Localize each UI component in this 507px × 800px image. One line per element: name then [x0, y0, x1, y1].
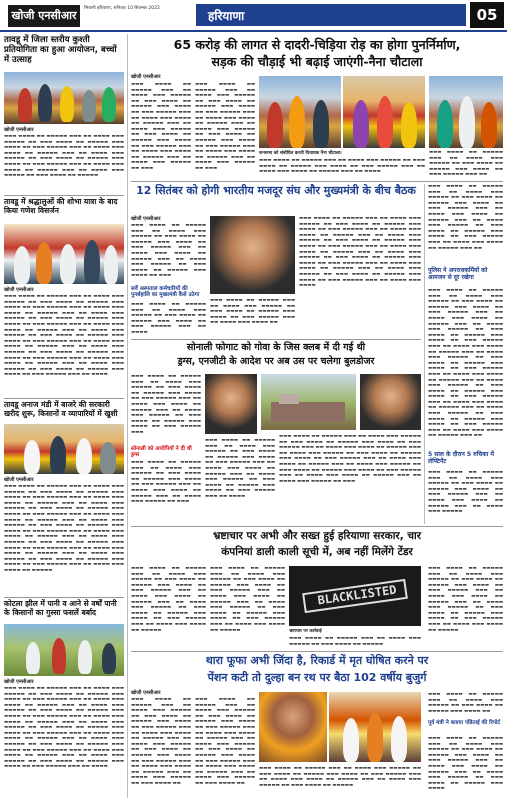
divider — [131, 651, 503, 652]
lead-body-col3: ▬▬▬ ▬▬▬▬ ▬▬ ▬▬▬▬▬ ▬▬▬ ▬▬ ▬▬▬▬ ▬▬▬ ▬▬▬▬▬ ▬▬ ▬▬▬ ▬▬▬▬ ▬▬ ▬▬▬▬▬ ▬▬▬ ▬▬▬▬ ▬▬ ▬▬▬ ▬▬▬▬▬ ▬▬▬ ▬▬ ▬▬▬▬ ▬▬▬ ▬▬▬▬ ▬▬ ▬▬▬▬▬ ▬▬▬ ▬▬ ▬▬▬▬ — [259, 158, 425, 175]
right-col-body-bottom: ▬▬▬ ▬▬▬▬ ▬▬ ▬▬▬▬▬ ▬▬▬ ▬▬ ▬▬▬▬ ▬▬▬ ▬▬▬▬▬ ▬▬ ▬▬▬ ▬▬▬▬ ▬▬ ▬▬▬▬▬ ▬▬▬ ▬▬▬▬ ▬▬ ▬▬▬ ▬▬▬▬▬ ▬▬▬ ▬▬ ▬▬▬▬ ▬▬▬ ▬▬▬▬ ▬▬ ▬▬▬▬▬ ▬▬▬ ▬▬ ▬▬▬▬ ▬▬▬ ▬▬▬▬▬ — [428, 470, 503, 515]
page-number: 05 — [470, 2, 504, 28]
bms-body-col3: ▬▬▬ ▬▬▬▬ ▬▬ ▬▬▬▬▬ ▬▬▬ ▬▬ ▬▬▬▬ ▬▬▬ ▬▬▬▬▬ ▬▬ ▬▬▬ ▬▬▬▬ ▬▬ ▬▬▬▬▬ ▬▬▬ ▬▬▬▬ ▬▬ ▬▬▬ ▬▬▬▬▬ ▬▬▬ ▬▬ ▬▬▬▬ ▬▬▬ ▬▬▬▬ ▬▬ ▬▬▬▬▬ ▬▬▬ ▬▬ ▬▬▬▬ ▬▬▬ ▬▬▬▬▬ ▬▬ ▬▬▬ ▬▬▬▬ ▬▬ ▬▬▬▬▬ ▬▬▬ ▬▬▬▬ ▬▬ ▬▬▬ ▬▬▬▬▬ ▬▬▬ ▬▬ ▬▬▬▬ ▬▬▬ ▬▬▬▬ ▬▬ ▬▬▬▬▬ ▬▬▬ ▬▬ ▬▬▬▬ ▬▬▬ ▬▬▬▬▬ ▬▬ ▬▬▬ ▬▬▬▬ ▬▬ ▬▬▬▬▬ ▬▬▬ ▬▬▬▬ ▬▬ ▬▬▬ ▬▬▬▬▬ ▬▬▬ ▬▬ ▬▬▬▬ ▬▬▬ ▬▬▬▬ ▬▬ ▬▬▬▬▬ ▬▬▬ ▬▬ ▬▬▬▬ ▬▬▬ ▬▬▬▬▬ ▬▬ ▬▬▬ ▬▬▬▬ ▬▬ ▬▬▬▬▬ ▬▬▬ ▬▬▬▬ ▬▬ ▬▬▬ ▬▬▬▬▬ ▬▬▬ ▬▬ ▬▬▬▬ ▬▬▬ ▬▬▬▬ — [299, 216, 421, 289]
blacklist-caption: भ्रष्टाचार पर कार्रवाई — [289, 629, 322, 634]
right-col-body-mid: ▬▬▬ ▬▬▬▬ ▬▬ ▬▬▬▬▬ ▬▬▬ ▬▬ ▬▬▬▬ ▬▬▬ ▬▬▬▬▬ ▬▬ ▬▬▬ ▬▬▬▬ ▬▬ ▬▬▬▬▬ ▬▬▬ ▬▬▬▬ ▬▬ ▬▬▬ ▬▬▬▬▬ ▬▬▬ ▬▬ ▬▬▬▬ ▬▬▬ ▬▬▬▬ ▬▬ ▬▬▬▬▬ ▬▬▬ ▬▬ ▬▬▬▬ ▬▬▬ ▬▬▬▬▬ ▬▬ ▬▬▬ ▬▬▬▬ ▬▬ ▬▬▬▬▬ ▬▬▬ ▬▬▬▬ ▬▬ ▬▬▬ ▬▬▬▬▬ ▬▬▬ ▬▬ ▬▬▬▬ ▬▬▬ ▬▬▬▬ ▬▬ ▬▬▬▬▬ ▬▬▬ ▬▬ ▬▬▬▬ ▬▬▬ ▬▬▬▬▬ ▬▬ ▬▬▬ ▬▬▬▬ ▬▬ ▬▬▬▬▬ ▬▬▬ ▬▬▬▬ ▬▬ ▬▬▬ ▬▬▬▬▬ ▬▬▬ ▬▬ ▬▬▬▬ ▬▬▬ ▬▬▬▬ ▬▬ ▬▬▬▬▬ ▬▬▬ ▬▬ ▬▬▬▬ ▬▬▬ ▬▬▬▬▬ ▬▬ ▬▬▬ ▬▬▬▬ ▬▬ ▬▬▬▬▬ ▬▬▬ ▬▬▬▬ ▬▬ ▬▬▬ ▬▬▬▬▬ ▬▬▬ ▬▬ ▬▬▬▬ ▬▬▬ ▬▬▬▬ ▬▬ ▬▬▬▬▬ ▬▬▬ ▬▬ ▬▬▬▬ ▬▬▬ ▬▬▬▬▬ ▬▬ ▬▬▬ ▬▬▬▬ ▬▬ ▬▬▬▬▬ ▬▬▬ ▬▬▬▬ ▬▬ ▬▬▬ ▬▬▬▬▬ ▬▬▬ ▬▬ ▬▬▬▬ ▬▬▬ ▬▬▬▬ ▬▬ ▬▬▬▬▬ ▬▬▬ ▬▬ — [428, 288, 503, 439]
sonali-sub-headline: सोनाली को आरोपियों ने दी थी ड्रग्स — [131, 446, 192, 459]
right-col-body-top: ▬▬▬ ▬▬▬▬ ▬▬ ▬▬▬▬▬ ▬▬▬ ▬▬ ▬▬▬▬ ▬▬▬ ▬▬▬▬▬ ▬▬ ▬▬▬ ▬▬▬▬ ▬▬ ▬▬▬▬▬ ▬▬▬ ▬▬▬▬ ▬▬ ▬▬▬ ▬▬▬▬▬ ▬▬▬ ▬▬ ▬▬▬▬ ▬▬▬ ▬▬▬▬ ▬▬ ▬▬▬▬▬ ▬▬▬ ▬▬ ▬▬▬▬ ▬▬▬ ▬▬▬▬▬ ▬▬ ▬▬▬ ▬▬▬▬ ▬▬ ▬▬▬▬▬ ▬▬▬ ▬▬▬▬ ▬▬ ▬▬▬ ▬▬▬▬▬ ▬▬▬ ▬▬ ▬▬▬▬ ▬▬▬ ▬▬▬▬ ▬▬ ▬▬▬▬▬ ▬▬▬ ▬▬ — [428, 184, 503, 251]
blacklist-image — [289, 566, 421, 626]
lead-photo-3 — [429, 76, 503, 148]
blacklist-stamp-text: BLACKLISTED — [316, 582, 398, 608]
bms-body-col1: ▬▬▬ ▬▬▬▬ ▬▬ ▬▬▬▬▬ ▬▬▬ ▬▬ ▬▬▬▬ ▬▬▬ ▬▬▬▬▬ ▬▬ ▬▬▬ ▬▬▬▬ ▬▬ ▬▬▬▬▬ ▬▬▬ ▬▬▬▬ ▬▬ ▬▬▬ ▬▬▬▬▬ ▬▬▬ ▬▬ ▬▬▬▬ ▬▬▬ ▬▬▬▬ ▬▬ ▬▬▬▬▬ ▬▬▬ ▬▬ ▬▬▬▬ ▬▬▬ ▬▬▬▬▬ ▬▬ ▬▬▬ ▬▬▬▬ ▬▬ ▬▬▬▬▬ ▬▬▬ ▬▬▬▬ ▬▬ ▬▬▬ — [131, 223, 206, 279]
bms-leader-photo — [210, 216, 295, 294]
bms-sub-headline: सर्वे अस्पताल कर्मचारियों की पुनर्बहालि का मुख्यमंत्री कैसे उठेगा — [131, 286, 200, 299]
club-owner-photo — [360, 374, 421, 430]
pension-headline-line2: पेंशन कटी तो दुल्हा बन रथ पर बैठा 102 वर्षीय बुजुर्ग — [207, 671, 427, 684]
pension-body-col5: ▬▬▬ ▬▬▬▬ ▬▬ ▬▬▬▬▬ ▬▬▬ ▬▬ ▬▬▬▬ ▬▬▬ ▬▬▬▬▬ ▬▬ ▬▬▬ ▬▬▬▬ ▬▬ ▬▬▬▬▬ ▬▬▬ ▬▬▬▬ ▬▬ ▬▬▬ ▬▬▬▬▬ ▬▬▬ ▬▬ ▬▬▬▬ ▬▬▬ ▬▬▬▬ ▬▬ ▬▬▬▬▬ ▬▬▬ ▬▬ ▬▬▬▬ ▬▬▬ ▬▬▬▬▬ ▬▬ ▬▬▬ ▬▬▬▬ ▬▬ ▬▬▬▬▬ ▬▬▬ ▬▬▬▬ — [428, 736, 503, 792]
lead-headline-line2: सड़क की चौड़ाई भी बढ़ाई जाएंगी-नैना चौटाला — [211, 54, 423, 69]
blacklist-body-col1: ▬▬▬ ▬▬▬▬ ▬▬ ▬▬▬▬▬ ▬▬▬ ▬▬ ▬▬▬▬ ▬▬▬ ▬▬▬▬▬ ▬▬ ▬▬▬ ▬▬▬▬ ▬▬ ▬▬▬▬▬ ▬▬▬ ▬▬▬▬ ▬▬ ▬▬▬ ▬▬▬▬▬ ▬▬▬ ▬▬ ▬▬▬▬ ▬▬▬ ▬▬▬▬ ▬▬ ▬▬▬▬▬ ▬▬▬ ▬▬ ▬▬▬▬ ▬▬▬ ▬▬▬▬▬ ▬▬ ▬▬▬ ▬▬▬▬ ▬▬ ▬▬▬▬▬ ▬▬▬ ▬▬▬▬ ▬▬ ▬▬▬ ▬▬▬▬▬ ▬▬▬ ▬▬ ▬▬▬▬ ▬▬▬ ▬▬▬▬ ▬▬ ▬▬▬▬▬ — [131, 566, 206, 633]
column-divider — [424, 184, 425, 524]
lead-photo-1 — [259, 76, 341, 148]
column-divider — [127, 34, 128, 798]
lead-body-col1: ▬▬▬ ▬▬▬▬ ▬▬ ▬▬▬▬▬ ▬▬▬ ▬▬ ▬▬▬▬ ▬▬▬ ▬▬▬▬▬ ▬▬ ▬▬▬ ▬▬▬▬ ▬▬ ▬▬▬▬▬ ▬▬▬ ▬▬▬▬ ▬▬ ▬▬▬ ▬▬▬▬▬ ▬▬▬ ▬▬ ▬▬▬▬ ▬▬▬ ▬▬▬▬ ▬▬ ▬▬▬▬▬ ▬▬▬ ▬▬ ▬▬▬▬ ▬▬▬ ▬▬▬▬▬ ▬▬ ▬▬▬ ▬▬▬▬ ▬▬ ▬▬▬▬▬ ▬▬▬ ▬▬▬▬ ▬▬ ▬▬▬ ▬▬▬▬▬ ▬▬▬ ▬▬ ▬▬▬▬ ▬▬▬ ▬▬▬▬ ▬▬ ▬▬▬▬▬ ▬▬▬ ▬▬ ▬▬▬▬ ▬▬▬ ▬▬▬▬▬ ▬▬ ▬▬▬ — [131, 82, 191, 171]
pension-side-headline: पूर्व मंत्री ने बताया पंडिताई की रिपोर्ट — [428, 720, 501, 726]
lead-caption: जनसभा को संबोधित करती विधायक नैना चौटाला। — [259, 151, 342, 156]
blacklist-body-col4: ▬▬▬ ▬▬▬▬ ▬▬ ▬▬▬▬▬ ▬▬▬ ▬▬ ▬▬▬▬ ▬▬▬ ▬▬▬▬▬ ▬▬ ▬▬▬ ▬▬▬▬ ▬▬ ▬▬▬▬▬ ▬▬▬ ▬▬▬▬ ▬▬ ▬▬▬ ▬▬▬▬▬ ▬▬▬ ▬▬ ▬▬▬▬ ▬▬▬ ▬▬▬▬ ▬▬ ▬▬▬▬▬ ▬▬▬ ▬▬ ▬▬▬▬ ▬▬▬ ▬▬▬▬▬ ▬▬ ▬▬▬ ▬▬▬▬ ▬▬ ▬▬▬▬▬ ▬▬▬ ▬▬▬▬ ▬▬ ▬▬▬ ▬▬▬▬▬ ▬▬▬ ▬▬ ▬▬▬▬ ▬▬▬ ▬▬▬▬ ▬▬ ▬▬▬▬▬ — [428, 566, 503, 633]
story3-body: ▬▬▬ ▬▬▬▬ ▬▬ ▬▬▬▬▬ ▬▬▬ ▬▬ ▬▬▬▬ ▬▬▬ ▬▬▬▬▬ ▬▬ ▬▬▬ ▬▬▬▬ ▬▬ ▬▬▬▬▬ ▬▬▬ ▬▬▬▬ ▬▬ ▬▬▬ ▬▬▬▬▬ ▬▬▬ ▬▬ ▬▬▬▬ ▬▬▬ ▬▬▬▬ ▬▬ ▬▬▬▬▬ ▬▬▬ ▬▬ ▬▬▬▬ ▬▬▬ ▬▬▬▬▬ ▬▬ ▬▬▬ ▬▬▬▬ ▬▬ ▬▬▬▬▬ ▬▬▬ ▬▬▬▬ ▬▬ ▬▬▬ ▬▬▬▬▬ ▬▬▬ ▬▬ ▬▬▬▬ ▬▬▬ ▬▬▬▬ ▬▬ ▬▬▬▬▬ ▬▬▬ ▬▬ ▬▬▬▬ ▬▬▬ ▬▬▬▬▬ ▬▬ ▬▬▬ ▬▬▬▬ ▬▬ ▬▬▬▬▬ ▬▬▬ ▬▬▬▬ ▬▬ ▬▬▬ ▬▬▬▬▬ ▬▬▬ ▬▬ ▬▬▬▬ ▬▬▬ ▬▬▬▬ ▬▬ ▬▬▬▬▬ ▬▬▬ ▬▬ ▬▬▬▬ ▬▬▬ ▬▬▬▬▬ ▬▬ ▬▬▬ ▬▬▬▬ ▬▬ ▬▬▬▬▬ ▬▬▬ ▬▬▬▬ ▬▬ ▬▬▬ ▬▬▬▬▬ ▬▬▬ ▬▬ ▬▬▬▬ ▬▬▬ ▬▬▬▬ ▬▬ ▬▬▬▬▬ ▬▬▬ ▬▬ ▬▬▬▬ ▬▬▬ ▬▬▬▬▬ ▬▬ ▬▬▬ ▬▬▬▬ ▬▬ ▬▬▬▬▬ ▬▬▬ ▬▬▬▬ ▬▬ ▬▬▬ ▬▬▬▬▬ ▬▬▬ ▬▬ ▬▬▬▬ ▬▬▬ ▬▬▬▬ ▬▬ ▬▬▬▬▬ — [4, 484, 124, 573]
story4-body: ▬▬▬ ▬▬▬▬ ▬▬ ▬▬▬▬▬ ▬▬▬ ▬▬ ▬▬▬▬ ▬▬▬ ▬▬▬▬▬ ▬▬ ▬▬▬ ▬▬▬▬ ▬▬ ▬▬▬▬▬ ▬▬▬ ▬▬▬▬ ▬▬ ▬▬▬ ▬▬▬▬▬ ▬▬▬ ▬▬ ▬▬▬▬ ▬▬▬ ▬▬▬▬ ▬▬ ▬▬▬▬▬ ▬▬▬ ▬▬ ▬▬▬▬ ▬▬▬ ▬▬▬▬▬ ▬▬ ▬▬▬ ▬▬▬▬ ▬▬ ▬▬▬▬▬ ▬▬▬ ▬▬▬▬ ▬▬ ▬▬▬ ▬▬▬▬▬ ▬▬▬ ▬▬ ▬▬▬▬ ▬▬▬ ▬▬▬▬ ▬▬ ▬▬▬▬▬ ▬▬▬ ▬▬ ▬▬▬▬ ▬▬▬ ▬▬▬▬▬ ▬▬ ▬▬▬ ▬▬▬▬ ▬▬ ▬▬▬▬▬ ▬▬▬ ▬▬▬▬ ▬▬ ▬▬▬ ▬▬▬▬▬ ▬▬▬ ▬▬ ▬▬▬▬ ▬▬▬ ▬▬▬▬ ▬▬ ▬▬▬▬▬ ▬▬▬ ▬▬ ▬▬▬▬ ▬▬▬ ▬▬▬▬▬ ▬▬ ▬▬▬ ▬▬▬▬ ▬▬ ▬▬▬▬▬ ▬▬▬ ▬▬▬▬ ▬▬ ▬▬▬ ▬▬▬▬▬ ▬▬▬ ▬▬ ▬▬▬▬ ▬▬▬ ▬▬▬▬ ▬▬ ▬▬▬▬▬ ▬▬▬ ▬▬ ▬▬▬▬ ▬▬▬ ▬▬▬▬▬ ▬▬ ▬▬▬ ▬▬▬▬ ▬▬ ▬▬▬▬▬ ▬▬▬ ▬▬▬▬ ▬▬ ▬▬▬ ▬▬▬▬▬ ▬▬▬ ▬▬ ▬▬▬▬ — [4, 686, 124, 770]
story1-byline: खोजी एनसीआर — [4, 127, 34, 133]
sonali-body-col2: ▬▬▬ ▬▬▬▬ ▬▬ ▬▬▬▬▬ ▬▬▬ ▬▬ ▬▬▬▬ ▬▬▬ ▬▬▬▬▬ ▬▬ ▬▬▬ ▬▬▬▬ ▬▬ ▬▬▬▬▬ ▬▬▬ ▬▬▬▬ ▬▬ ▬▬▬ ▬▬▬▬▬ ▬▬▬ ▬▬ ▬▬▬▬ ▬▬▬ ▬▬▬▬ ▬▬ ▬▬▬▬▬ ▬▬▬ ▬▬ ▬▬▬▬ ▬▬▬ ▬▬▬▬▬ ▬▬ ▬▬▬ ▬▬▬▬ ▬▬ ▬▬▬▬▬ ▬▬▬ ▬▬▬▬ ▬▬ ▬▬▬ ▬▬▬▬▬ ▬▬▬ ▬▬ ▬▬▬▬ — [205, 438, 275, 499]
story2-headline: तावडू में श्रद्धालुओं की शोभा यात्रा के बाद किया गणेश विसर्जन — [4, 197, 118, 215]
sonali-body-col1b: ▬▬▬ ▬▬▬▬ ▬▬ ▬▬▬▬▬ ▬▬▬ ▬▬ ▬▬▬▬ ▬▬▬ ▬▬▬▬▬ ▬▬ ▬▬▬ ▬▬▬▬ ▬▬ ▬▬▬▬▬ ▬▬▬ ▬▬▬▬ ▬▬ ▬▬▬ ▬▬▬▬▬ ▬▬▬ ▬▬ ▬▬▬▬ ▬▬▬ ▬▬▬▬ ▬▬ ▬▬▬▬▬ ▬▬▬ ▬▬ ▬▬▬▬ ▬▬▬ ▬▬▬▬▬ ▬▬ ▬▬▬ — [131, 460, 201, 505]
bms-body-col1b: ▬▬▬ ▬▬▬▬ ▬▬ ▬▬▬▬▬ ▬▬▬ ▬▬ ▬▬▬▬ ▬▬▬ ▬▬▬▬▬ ▬▬ ▬▬▬ ▬▬▬▬ ▬▬ ▬▬▬▬▬ ▬▬▬ ▬▬▬▬ ▬▬ ▬▬▬ ▬▬▬▬▬ ▬▬▬ ▬▬ ▬▬▬▬ — [131, 302, 206, 335]
story3-headline: तावडू अनाज मंडी में बाजरे की सरकारी खरीद शुरू, किसानों व व्यापारियों में खुशी — [4, 400, 118, 418]
story4-headline: कोटला झील में पानी व आने से वर्षों पानी के किसानों का गुस्सा फसलें बर्बाद — [4, 599, 117, 617]
bms-body-col2: ▬▬▬ ▬▬▬▬ ▬▬ ▬▬▬▬▬ ▬▬▬ ▬▬ ▬▬▬▬ ▬▬▬ ▬▬▬▬▬ ▬▬ ▬▬▬ ▬▬▬▬ ▬▬ ▬▬▬▬▬ ▬▬▬ ▬▬▬▬ ▬▬ ▬▬▬ ▬▬▬▬▬ ▬▬▬ ▬▬ ▬▬▬▬ ▬▬▬ ▬▬▬▬ ▬▬ — [210, 298, 295, 326]
lead-body-col4: ▬▬▬ ▬▬▬▬ ▬▬ ▬▬▬▬▬ ▬▬▬ ▬▬ ▬▬▬▬ ▬▬▬ ▬▬▬▬▬ ▬▬ ▬▬▬ ▬▬▬▬ ▬▬ ▬▬▬▬▬ ▬▬▬ ▬▬▬▬ ▬▬ ▬▬▬ ▬▬▬▬▬ ▬▬▬ ▬▬ — [429, 150, 503, 178]
story3-byline: खोजी एनसीआर — [4, 477, 34, 483]
procession-photo — [4, 224, 124, 284]
pension-body-col4: ▬▬▬ ▬▬▬▬ ▬▬ ▬▬▬▬▬ ▬▬▬ ▬▬ ▬▬▬▬ ▬▬▬ ▬▬▬▬▬ ▬▬ ▬▬▬ ▬▬▬▬ ▬▬ ▬▬▬▬▬ ▬▬▬ ▬▬▬▬ ▬▬ — [428, 692, 503, 714]
elderly-man-photo — [259, 692, 327, 762]
masthead — [0, 0, 507, 34]
lake-photo — [4, 624, 124, 676]
divider — [4, 597, 124, 598]
chariot-procession-photo — [329, 692, 421, 762]
grain-market-photo — [4, 424, 124, 474]
pension-body-col3: ▬▬▬ ▬▬▬▬ ▬▬ ▬▬▬▬▬ ▬▬▬ ▬▬ ▬▬▬▬ ▬▬▬ ▬▬▬▬▬ ▬▬ ▬▬▬ ▬▬▬▬ ▬▬ ▬▬▬▬▬ ▬▬▬ ▬▬▬▬ ▬▬ ▬▬▬ ▬▬▬▬▬ ▬▬▬ ▬▬ ▬▬▬▬ ▬▬▬ ▬▬▬▬ ▬▬ ▬▬▬▬▬ ▬▬▬ ▬▬ ▬▬▬▬ ▬▬▬ ▬▬▬▬▬ ▬▬ ▬▬▬ ▬▬▬▬ ▬▬ ▬▬▬▬▬ — [259, 766, 421, 788]
wrestling-photo — [4, 72, 124, 124]
lead-headline-line1: 65 करोड़ की लागत से दादरी-चिड़िया रोड़ का होगा पुनर्निर्माण, — [173, 37, 461, 52]
story1-headline: तावडू में जिला स्तरीय कुश्ती प्रतियोगिता का हुआ आयोजन, बच्चों में उत्साह — [4, 35, 117, 65]
club-demolition-photo — [261, 374, 356, 430]
blacklist-headline-line2: कंपनियां डाली काली सूची में, अब नहीं मिलेंगे टेंडर — [221, 546, 413, 558]
lead-byline: खोजी एनसीआर — [131, 74, 161, 80]
pension-body-col2: ▬▬▬ ▬▬▬▬ ▬▬ ▬▬▬▬▬ ▬▬▬ ▬▬ ▬▬▬▬ ▬▬▬ ▬▬▬▬▬ ▬▬ ▬▬▬ ▬▬▬▬ ▬▬ ▬▬▬▬▬ ▬▬▬ ▬▬▬▬ ▬▬ ▬▬▬ ▬▬▬▬▬ ▬▬▬ ▬▬ ▬▬▬▬ ▬▬▬ ▬▬▬▬ ▬▬ ▬▬▬▬▬ ▬▬▬ ▬▬ ▬▬▬▬ ▬▬▬ ▬▬▬▬▬ ▬▬ ▬▬▬ ▬▬▬▬ ▬▬ ▬▬▬▬▬ ▬▬▬ ▬▬▬▬ ▬▬ ▬▬▬ ▬▬▬▬▬ ▬▬▬ ▬▬ ▬▬▬▬ ▬▬▬ ▬▬▬▬ ▬▬ ▬▬▬▬▬ ▬▬▬ ▬▬ ▬▬▬▬ ▬▬▬ ▬▬▬▬▬ ▬▬ ▬▬▬ ▬▬▬▬ ▬▬ — [195, 697, 255, 786]
story2-body: ▬▬▬ ▬▬▬▬ ▬▬ ▬▬▬▬▬ ▬▬▬ ▬▬ ▬▬▬▬ ▬▬▬ ▬▬▬▬▬ ▬▬ ▬▬▬ ▬▬▬▬ ▬▬ ▬▬▬▬▬ ▬▬▬ ▬▬▬▬ ▬▬ ▬▬▬ ▬▬▬▬▬ ▬▬▬ ▬▬ ▬▬▬▬ ▬▬▬ ▬▬▬▬ ▬▬ ▬▬▬▬▬ ▬▬▬ ▬▬ ▬▬▬▬ ▬▬▬ ▬▬▬▬▬ ▬▬ ▬▬▬ ▬▬▬▬ ▬▬ ▬▬▬▬▬ ▬▬▬ ▬▬▬▬ ▬▬ ▬▬▬ ▬▬▬▬▬ ▬▬▬ ▬▬ ▬▬▬▬ ▬▬▬ ▬▬▬▬ ▬▬ ▬▬▬▬▬ ▬▬▬ ▬▬ ▬▬▬▬ ▬▬▬ ▬▬▬▬▬ ▬▬ ▬▬▬ ▬▬▬▬ ▬▬ ▬▬▬▬▬ ▬▬▬ ▬▬▬▬ ▬▬ ▬▬▬ ▬▬▬▬▬ ▬▬▬ ▬▬ ▬▬▬▬ ▬▬▬ ▬▬▬▬ ▬▬ ▬▬▬▬▬ ▬▬▬ ▬▬ ▬▬▬▬ ▬▬▬ ▬▬▬▬▬ ▬▬ ▬▬▬ ▬▬▬▬ ▬▬ ▬▬▬▬▬ ▬▬▬ ▬▬▬▬ ▬▬ ▬▬▬ ▬▬▬▬▬ ▬▬▬ ▬▬ ▬▬▬▬ ▬▬▬ ▬▬▬▬ ▬▬ ▬▬▬▬▬ ▬▬▬ ▬▬ ▬▬▬▬ ▬▬▬ ▬▬▬▬▬ ▬▬ ▬▬▬ ▬▬▬▬ ▬▬ ▬▬▬▬▬ ▬▬▬ ▬▬▬▬ ▬▬ ▬▬▬ ▬▬▬▬▬ ▬▬▬ ▬▬ ▬▬▬▬ — [4, 294, 124, 378]
right-col-sub-headline: 5 साल के दौरान 5 रुचिका में लेफ्टिनेंट — [428, 451, 494, 465]
bms-byline: खोजी एनसीआर — [131, 216, 161, 222]
pension-byline: खोजी एनसीआर — [131, 690, 161, 696]
sonali-body-col1: ▬▬▬ ▬▬▬▬ ▬▬ ▬▬▬▬▬ ▬▬▬ ▬▬ ▬▬▬▬ ▬▬▬ ▬▬▬▬▬ ▬▬ ▬▬▬ ▬▬▬▬ ▬▬ ▬▬▬▬▬ ▬▬▬ ▬▬▬▬ ▬▬ ▬▬▬ ▬▬▬▬▬ ▬▬▬ ▬▬ ▬▬▬▬ ▬▬▬ ▬▬▬▬ ▬▬ ▬▬▬▬▬ ▬▬▬ ▬▬ ▬▬▬▬ ▬▬▬ ▬▬▬▬▬ ▬▬ ▬▬▬ ▬▬▬▬ ▬▬ ▬▬▬▬▬ ▬▬▬ ▬▬▬▬ ▬▬ ▬▬▬ ▬▬▬▬▬ ▬▬▬ — [131, 374, 201, 435]
sonali-headline-line2: ड्रग्स, एनजीटी के आदेश पर अब उस पर चलेगा बुलडोजर — [177, 356, 375, 367]
dateline: भिवानी हरियाणा, शनिवार 10 सितम्बर 2022 — [84, 6, 160, 11]
right-col-headline: पुलिस ने अपराधकर्मियों को आमजन से दूर रखेगा — [428, 267, 488, 281]
divider — [4, 195, 124, 196]
section-banner — [196, 4, 466, 26]
pension-body-col1: ▬▬▬ ▬▬▬▬ ▬▬ ▬▬▬▬▬ ▬▬▬ ▬▬ ▬▬▬▬ ▬▬▬ ▬▬▬▬▬ ▬▬ ▬▬▬ ▬▬▬▬ ▬▬ ▬▬▬▬▬ ▬▬▬ ▬▬▬▬ ▬▬ ▬▬▬ ▬▬▬▬▬ ▬▬▬ ▬▬ ▬▬▬▬ ▬▬▬ ▬▬▬▬ ▬▬ ▬▬▬▬▬ ▬▬▬ ▬▬ ▬▬▬▬ ▬▬▬ ▬▬▬▬▬ ▬▬ ▬▬▬ ▬▬▬▬ ▬▬ ▬▬▬▬▬ ▬▬▬ ▬▬▬▬ ▬▬ ▬▬▬ ▬▬▬▬▬ ▬▬▬ ▬▬ ▬▬▬▬ ▬▬▬ ▬▬▬▬ ▬▬ ▬▬▬▬▬ ▬▬▬ ▬▬ ▬▬▬▬ ▬▬▬ ▬▬▬▬▬ ▬▬ ▬▬▬ ▬▬▬▬ ▬▬ — [131, 697, 191, 786]
divider — [131, 339, 421, 340]
sonali-headline-line1: सोनाली फोगाट को गोवा के जिस क्लब में दी गई थी — [186, 342, 366, 353]
blacklist-body-col3: ▬▬▬ ▬▬▬▬ ▬▬ ▬▬▬▬▬ ▬▬▬ ▬▬ ▬▬▬▬ ▬▬▬ ▬▬▬▬▬ ▬▬ ▬▬▬ ▬▬▬▬ ▬▬ ▬▬▬▬▬ — [289, 636, 421, 647]
lead-photo-2 — [343, 76, 425, 148]
blacklist-body-col2: ▬▬▬ ▬▬▬▬ ▬▬ ▬▬▬▬▬ ▬▬▬ ▬▬ ▬▬▬▬ ▬▬▬ ▬▬▬▬▬ ▬▬ ▬▬▬ ▬▬▬▬ ▬▬ ▬▬▬▬▬ ▬▬▬ ▬▬▬▬ ▬▬ ▬▬▬ ▬▬▬▬▬ ▬▬▬ ▬▬ ▬▬▬▬ ▬▬▬ ▬▬▬▬ ▬▬ ▬▬▬▬▬ ▬▬▬ ▬▬ ▬▬▬▬ ▬▬▬ ▬▬▬▬▬ ▬▬ ▬▬▬ ▬▬▬▬ ▬▬ ▬▬▬▬▬ ▬▬▬ ▬▬▬▬ ▬▬ ▬▬▬ ▬▬▬▬▬ ▬▬▬ ▬▬ ▬▬▬▬ ▬▬▬ ▬▬▬▬ ▬▬ ▬▬▬▬▬ — [210, 566, 285, 633]
story1-body: ▬▬▬ ▬▬▬▬ ▬▬ ▬▬▬▬▬ ▬▬▬ ▬▬ ▬▬▬▬ ▬▬▬ ▬▬▬▬▬ ▬▬ ▬▬▬ ▬▬▬▬ ▬▬ ▬▬▬▬▬ ▬▬▬ ▬▬▬▬ ▬▬ ▬▬▬ ▬▬▬▬▬ ▬▬▬ ▬▬ ▬▬▬▬ ▬▬▬ ▬▬▬▬ ▬▬ ▬▬▬▬▬ ▬▬▬ ▬▬ ▬▬▬▬ ▬▬▬ ▬▬▬▬▬ ▬▬ ▬▬▬ ▬▬▬▬ ▬▬ ▬▬▬▬▬ ▬▬▬ ▬▬▬▬ ▬▬ ▬▬▬ ▬▬▬▬▬ ▬▬▬ ▬▬ ▬▬▬▬ ▬▬▬ ▬▬▬▬ ▬▬ ▬▬▬▬▬ ▬▬▬ ▬▬ ▬▬▬▬ ▬▬▬ ▬▬▬▬▬ ▬▬ ▬▬▬ ▬▬▬▬ ▬▬ ▬▬▬▬▬ — [4, 134, 124, 179]
section-name: हरियाणा — [208, 9, 245, 23]
divider — [4, 398, 124, 399]
blacklist-headline-line1: भ्रष्टाचार पर अभी और सख्त हुई हरियाणा सरकार, चार — [212, 530, 422, 542]
sonali-portrait — [205, 374, 257, 434]
pension-headline-line1: थारा फूफा अभी जिंदा है, रिकार्ड में मृत घोषित करने पर — [205, 654, 429, 667]
divider — [131, 526, 503, 527]
story4-byline: खोजी एनसीआर — [4, 679, 34, 685]
sonali-body-col3: ▬▬▬ ▬▬▬▬ ▬▬ ▬▬▬▬▬ ▬▬▬ ▬▬ ▬▬▬▬ ▬▬▬ ▬▬▬▬▬ ▬▬ ▬▬▬ ▬▬▬▬ ▬▬ ▬▬▬▬▬ ▬▬▬ ▬▬▬▬ ▬▬ ▬▬▬ ▬▬▬▬▬ ▬▬▬ ▬▬ ▬▬▬▬ ▬▬▬ ▬▬▬▬ ▬▬ ▬▬▬▬▬ ▬▬▬ ▬▬ ▬▬▬▬ ▬▬▬ ▬▬▬▬▬ ▬▬ ▬▬▬ ▬▬▬▬ ▬▬ ▬▬▬▬▬ ▬▬▬ ▬▬▬▬ ▬▬ ▬▬▬ ▬▬▬▬▬ ▬▬▬ ▬▬ ▬▬▬▬ ▬▬▬ ▬▬▬▬ ▬▬ ▬▬▬▬▬ ▬▬▬ ▬▬ ▬▬▬▬ ▬▬▬ ▬▬▬▬▬ ▬▬ ▬▬▬ ▬▬▬▬ ▬▬ ▬▬▬▬▬ ▬▬▬ ▬▬▬▬ ▬▬ ▬▬▬ ▬▬▬▬▬ ▬▬▬ ▬▬ ▬▬▬▬ ▬▬▬ ▬▬▬▬ ▬▬ ▬▬▬▬▬ ▬▬▬ ▬▬ ▬▬▬▬ ▬▬▬ ▬▬▬▬▬ ▬▬ ▬▬▬ — [279, 434, 421, 484]
lead-body-col2: ▬▬▬ ▬▬▬▬ ▬▬ ▬▬▬▬▬ ▬▬▬ ▬▬ ▬▬▬▬ ▬▬▬ ▬▬▬▬▬ ▬▬ ▬▬▬ ▬▬▬▬ ▬▬ ▬▬▬▬▬ ▬▬▬ ▬▬▬▬ ▬▬ ▬▬▬ ▬▬▬▬▬ ▬▬▬ ▬▬ ▬▬▬▬ ▬▬▬ ▬▬▬▬ ▬▬ ▬▬▬▬▬ ▬▬▬ ▬▬ ▬▬▬▬ ▬▬▬ ▬▬▬▬▬ ▬▬ ▬▬▬ ▬▬▬▬ ▬▬ ▬▬▬▬▬ ▬▬▬ ▬▬▬▬ ▬▬ ▬▬▬ ▬▬▬▬▬ ▬▬▬ ▬▬ ▬▬▬▬ ▬▬▬ ▬▬▬▬ ▬▬ ▬▬▬▬▬ ▬▬▬ ▬▬ ▬▬▬▬ ▬▬▬ ▬▬▬▬▬ ▬▬ ▬▬▬ — [195, 82, 255, 171]
bms-headline: 12 सितंबर को होगी भारतीय मजदूर संघ और मुख्यमंत्री के बीच बैठक — [136, 184, 416, 197]
story2-byline: खोजी एनसीआर — [4, 287, 34, 293]
header-divider — [0, 30, 507, 32]
newspaper-logo: खोजी एनसीआर — [8, 5, 80, 27]
divider — [131, 181, 503, 182]
